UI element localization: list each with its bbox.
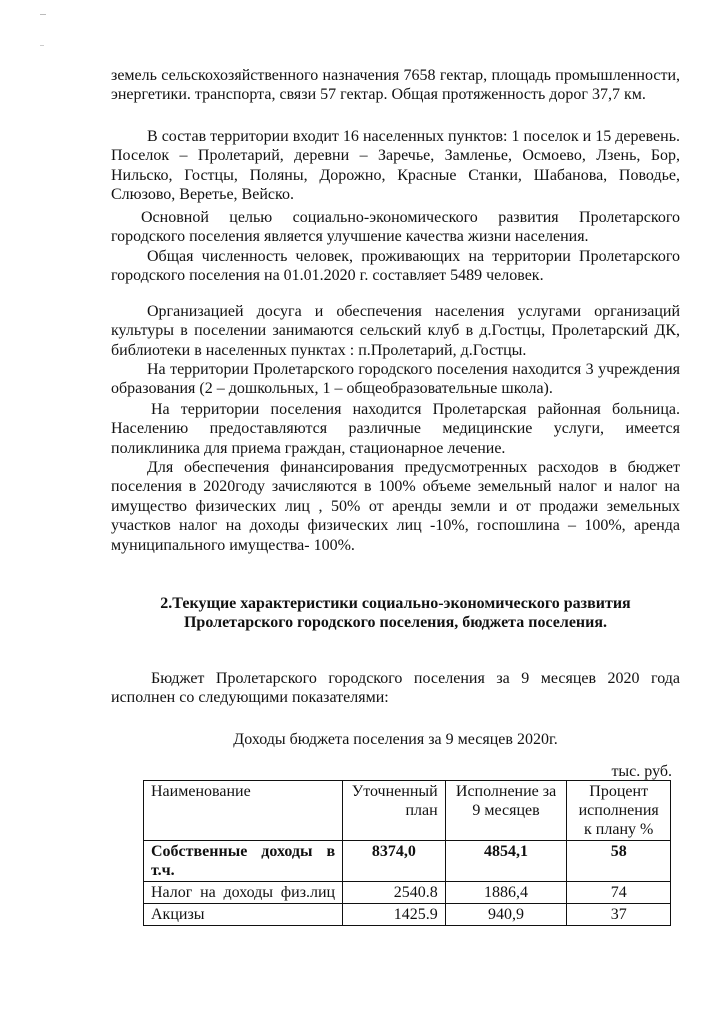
- header-plan: Уточненный план: [343, 781, 446, 841]
- row-name: Собственные доходы в т.ч.: [144, 841, 343, 882]
- paragraph-budget-intro: Бюджет Пролетарского городского поселения за 9 месяцев 2020 года исполнен со следующими показателями:: [111, 670, 680, 707]
- paragraph-budget-revenues: Для обеспечения финансирования предусмотренных расходов в бюджет поселения в 2020году зачисляются в 100% объеме земельный налог и налог на имущество физических лиц , 50% от аренды земли и от продажи земельных участков налог на доходы физических лиц -10%, госпошлина – 100%, аренда муниципального имущества- 100%.: [111, 459, 680, 554]
- table-row: [144, 882, 671, 904]
- row-plan: 2540.8: [343, 882, 446, 904]
- row-execution: 4854,1: [445, 841, 567, 882]
- section-heading-line-1: 2.Текущие характеристики социально-экономического развития: [160, 595, 631, 612]
- paragraph-healthcare: На территории поселения находится Пролетарская районная больница. Населению предоставляются различные медицинские услуги, имеется поликлиника для приема граждан, стационарное лечение.: [111, 401, 680, 457]
- paragraph-goal: Основной целью социально-экономического развития Пролетарского городского поселения является улучшение качества жизни населения.: [111, 209, 680, 246]
- header-name: Наименование: [144, 781, 343, 841]
- table-row: [144, 841, 671, 882]
- table-header-row: [144, 781, 671, 841]
- table-row: [144, 904, 671, 926]
- row-percent: 37: [567, 904, 671, 926]
- paragraph-population: Общая численность человек, проживающих на территории Пролетарского городского поселения на 01.01.2020 г. составляет 5489 человек.: [111, 248, 680, 285]
- header-percent: Процент исполнения к плану %: [567, 781, 671, 841]
- section-heading-line-2: Пролетарского городского поселения, бюджета поселения.: [183, 614, 608, 631]
- row-plan: 1425.9: [343, 904, 446, 926]
- scan-mark: [40, 14, 46, 15]
- paragraph-settlements: В состав территории входит 16 населенных пунктов: 1 поселок и 15 деревень. Поселок – Пролетарий, деревни – Заречье, Замленье, Осмоево, Лзень, Бор, Нильско, Гостцы, Поляны, Дорожно, Красные Станки, Шабанова, Поводье, Слюзово, Веретье, Вейско.: [111, 128, 680, 204]
- revenue-table: [143, 780, 671, 926]
- scan-mark: [40, 45, 44, 46]
- paragraph-land-use: земель сельскохозяйственного назначения 7658 гектар, площадь промышленности, энергетики. транспорта, связи 57 гектар. Общая протяженность дорог 37,7 км.: [111, 67, 680, 104]
- paragraph-education: На территории Пролетарского городского поселения находится 3 учреждения образования (2 – дошкольных, 1 – общеобразовательные школа).: [111, 361, 680, 398]
- currency-unit: тыс. руб.: [611, 763, 672, 780]
- row-percent: 74: [567, 882, 671, 904]
- paragraph-culture: Организацией досуга и обеспечения населения услугами организаций культуры в поселении занимаются сельский клуб в д.Гостцы, Пролетарский ДК, библиотеки в населенных пунктах : п.Пролетарий, д.Гостцы.: [111, 303, 680, 359]
- row-execution: 1886,4: [445, 882, 567, 904]
- row-name: Налог на доходы физ.лиц: [144, 882, 343, 904]
- row-percent: 58: [567, 841, 671, 882]
- row-execution: 940,9: [445, 904, 567, 926]
- table-title: Доходы бюджета поселения за 9 месяцев 2020г.: [233, 731, 558, 748]
- row-name: Акцизы: [144, 904, 343, 926]
- header-execution: Исполнение за 9 месяцев: [445, 781, 567, 841]
- row-plan: 8374,0: [343, 841, 446, 882]
